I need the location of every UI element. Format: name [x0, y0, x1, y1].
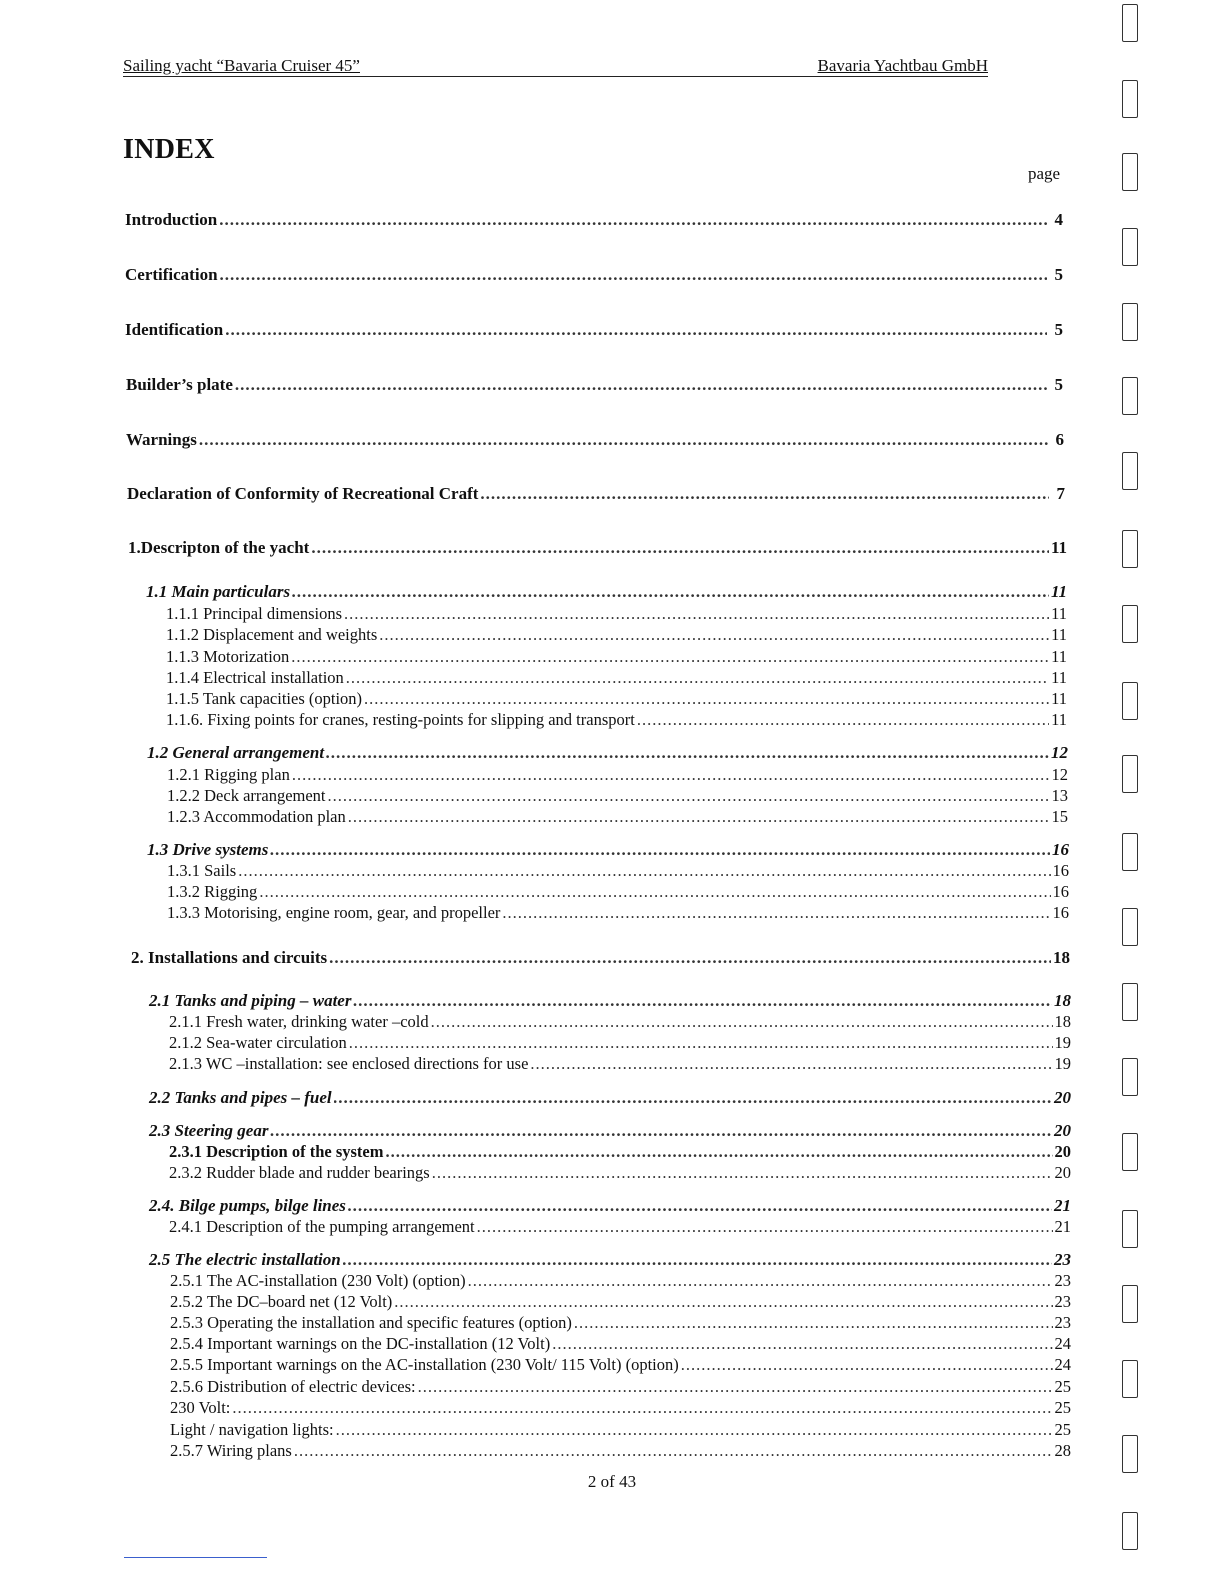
- toc-entry-title: 2. Installations and circuits: [131, 948, 328, 967]
- toc-leader: [292, 765, 1050, 785]
- toc-entry-title: 1.2 General arrangement: [147, 743, 325, 762]
- page-number: 2 of 43: [587, 1472, 637, 1491]
- toc-leader: [364, 689, 1049, 709]
- toc-entry: [169, 1163, 1071, 1183]
- toc-entry-page: 24: [1054, 1355, 1071, 1374]
- toc-entry: [167, 903, 1069, 923]
- toc-leader: [334, 1088, 1052, 1108]
- toc-entry: [166, 604, 1067, 624]
- toc-entry-title: 1.1.6. Fixing points for cranes, resting-points for slipping and transport: [166, 710, 635, 729]
- toc-entry-page: 23: [1054, 1292, 1071, 1311]
- toc-leader: [480, 484, 1049, 504]
- toc-entry-title: Builder’s plate: [126, 375, 233, 394]
- toc-leader: [348, 807, 1050, 827]
- toc-entry-page: 12: [1051, 765, 1068, 784]
- toc-leader: [349, 1033, 1053, 1053]
- toc-entry-page: 11: [1051, 689, 1067, 708]
- toc-entry-title: 2.3.2 Rudder blade and rudder bearings: [169, 1163, 430, 1182]
- toc-entry-title: 1.1.2 Displacement and weights: [166, 625, 378, 644]
- toc-entry-page: 16: [1052, 840, 1069, 859]
- toc-entry-page: 16: [1052, 861, 1069, 880]
- toc-leader: [418, 1377, 1053, 1397]
- toc-entry-title: 1.3.1 Sails: [167, 861, 237, 880]
- binder-hole: [1122, 755, 1138, 793]
- toc-leader: [329, 948, 1051, 968]
- toc-leader: [477, 1217, 1053, 1237]
- toc-entry: [127, 484, 1065, 504]
- toc-entry-title: 2.5.6 Distribution of electric devices:: [170, 1377, 416, 1396]
- toc-entry-title: Declaration of Conformity of Recreational Craft: [127, 484, 479, 503]
- binder-hole: [1122, 1058, 1138, 1096]
- toc-entry-page: 11: [1051, 604, 1067, 623]
- footnote-rule: [124, 1557, 267, 1558]
- toc-leader: [220, 265, 1047, 285]
- toc-entry: [166, 625, 1067, 645]
- toc-entry: [131, 948, 1070, 968]
- toc-leader: [292, 582, 1049, 602]
- toc-leader: [219, 210, 1047, 230]
- toc-entry-page: 11: [1051, 668, 1067, 687]
- toc-leader: [336, 1420, 1053, 1440]
- toc-entry-page: 28: [1054, 1441, 1071, 1460]
- toc-entry-title: Certification: [125, 265, 218, 284]
- binder-hole: [1122, 1285, 1138, 1323]
- toc-entry: [169, 1054, 1071, 1074]
- binder-hole: [1122, 682, 1138, 720]
- toc-entry: [166, 668, 1067, 688]
- toc-entry-page: 6: [1055, 430, 1064, 449]
- toc-leader: [225, 320, 1047, 340]
- toc-entry: [128, 538, 1067, 558]
- toc-entry-page: 20: [1054, 1142, 1071, 1161]
- toc-entry-title: 1.3.2 Rigging: [167, 882, 258, 901]
- toc-entry: [169, 1142, 1071, 1162]
- toc-entry-title: 2.5.4 Important warnings on the DC-installation (12 Volt): [170, 1334, 551, 1353]
- toc-entry-page: 21: [1054, 1196, 1071, 1215]
- toc-entry: [166, 647, 1067, 667]
- toc-entry-title: 2.5.3 Operating the installation and specific features (option): [170, 1313, 572, 1332]
- toc-entry-title: 2.4. Bilge pumps, bilge lines: [149, 1196, 346, 1215]
- toc-entry-title: Introduction: [125, 210, 218, 229]
- toc-leader: [346, 668, 1049, 688]
- toc-entry-page: 23: [1054, 1250, 1071, 1269]
- toc-entry-title: 1.1.4 Electrical installation: [166, 668, 344, 687]
- toc-entry-page: 18: [1053, 948, 1070, 967]
- toc-entry: [146, 582, 1067, 602]
- toc-entry: [170, 1334, 1071, 1354]
- toc-leader: [637, 710, 1049, 730]
- toc-entry-title: 1.Descripton of the yacht: [128, 538, 310, 557]
- binder-hole: [1122, 452, 1138, 490]
- toc-entry: [170, 1292, 1071, 1312]
- toc-leader: [552, 1334, 1052, 1354]
- binder-hole: [1122, 80, 1138, 118]
- toc-leader: [353, 991, 1052, 1011]
- toc-entry: [169, 1033, 1071, 1053]
- toc-entry: [125, 265, 1063, 285]
- toc-leader: [270, 1121, 1052, 1141]
- toc-leader: [259, 882, 1050, 902]
- toc-entry: [149, 1088, 1071, 1108]
- header-right: Bavaria Yachtbau GmbH: [817, 56, 988, 75]
- toc-entry-page: 20: [1054, 1121, 1071, 1140]
- toc-entry-page: 16: [1052, 903, 1069, 922]
- toc-entry-title: 2.1.3 WC –installation: see enclosed directions for use: [169, 1054, 529, 1073]
- toc-entry: [149, 991, 1071, 1011]
- toc-entry-title: 2.3 Steering gear: [149, 1121, 269, 1140]
- binder-hole: [1122, 530, 1138, 568]
- toc-entry: [125, 320, 1063, 340]
- running-header: [123, 56, 988, 77]
- toc-entry-page: 11: [1050, 582, 1067, 601]
- toc-entry-title: 2.4.1 Description of the pumping arrangement: [169, 1217, 475, 1236]
- binder-hole: [1122, 1133, 1138, 1171]
- toc-leader: [348, 1196, 1052, 1216]
- toc-entry-page: 13: [1051, 786, 1068, 805]
- binder-hole: [1122, 833, 1138, 871]
- toc-entry: [167, 807, 1068, 827]
- toc-entry: [167, 765, 1068, 785]
- toc-entry-title: 1.1.1 Principal dimensions: [166, 604, 342, 623]
- toc-entry-title: 2.5.7 Wiring plans: [170, 1441, 292, 1460]
- toc-entry-page: 25: [1054, 1377, 1071, 1396]
- toc-entry-page: 19: [1054, 1054, 1071, 1073]
- toc-leader: [394, 1292, 1052, 1312]
- toc-entry-title: 2.2 Tanks and pipes – fuel: [149, 1088, 332, 1107]
- toc-entry: [170, 1271, 1071, 1291]
- header-left: Sailing yacht “Bavaria Cruiser 45”: [123, 56, 360, 75]
- toc-entry: [147, 743, 1068, 763]
- binder-hole: [1122, 605, 1138, 643]
- toc-leader: [328, 786, 1050, 806]
- toc-entry-page: 5: [1054, 265, 1063, 284]
- toc-entry: [170, 1420, 1071, 1440]
- binder-hole: [1122, 4, 1138, 42]
- toc-leader: [270, 840, 1050, 860]
- toc-entry-page: 7: [1056, 484, 1065, 503]
- binder-hole: [1122, 153, 1138, 191]
- toc-entry-page: 25: [1054, 1420, 1071, 1439]
- toc-entry-title: 1.1 Main particulars: [146, 582, 291, 601]
- toc-entry-page: 16: [1052, 882, 1069, 901]
- toc-entry: [167, 786, 1068, 806]
- toc-entry: [125, 210, 1063, 230]
- toc-entry-title: 230 Volt:: [170, 1398, 231, 1417]
- toc-entry-page: 25: [1054, 1398, 1071, 1417]
- toc-entry-title: 2.3.1 Description of the system: [169, 1142, 384, 1161]
- toc-entry: [126, 430, 1064, 450]
- toc-leader: [432, 1163, 1053, 1183]
- toc-entry-title: 2.5 The electric installation: [149, 1250, 341, 1269]
- toc-entry: [167, 861, 1069, 881]
- toc-entry-title: Warnings: [126, 430, 197, 449]
- toc-entry-page: 12: [1051, 743, 1068, 762]
- toc-leader: [235, 375, 1047, 395]
- toc-entry-page: 5: [1054, 375, 1063, 394]
- toc-entry-page: 23: [1054, 1313, 1071, 1332]
- toc-entry-title: 2.1.2 Sea-water circulation: [169, 1033, 347, 1052]
- toc-entry-page: 23: [1054, 1271, 1071, 1290]
- toc-leader: [343, 1250, 1052, 1270]
- binder-holes: [1116, 0, 1156, 1584]
- toc-entry-title: 1.2.3 Accommodation plan: [167, 807, 346, 826]
- binder-hole: [1122, 1435, 1138, 1473]
- binder-hole: [1122, 303, 1138, 341]
- binder-hole: [1122, 908, 1138, 946]
- toc-leader: [431, 1012, 1053, 1032]
- toc-entry-title: 1.2.1 Rigging plan: [167, 765, 290, 784]
- toc-entry-page: 15: [1051, 807, 1068, 826]
- toc-leader: [311, 538, 1049, 558]
- toc-entry-page: 20: [1054, 1088, 1071, 1107]
- toc-entry-title: 2.5.2 The DC–board net (12 Volt): [170, 1292, 393, 1311]
- toc-entry: [126, 375, 1063, 395]
- toc-entry-title: 2.1 Tanks and piping – water: [149, 991, 352, 1010]
- toc-entry-title: 1.2.2 Deck arrangement: [167, 786, 326, 805]
- toc-entry-page: 11: [1050, 538, 1067, 557]
- toc-entry-page: 18: [1054, 991, 1071, 1010]
- toc-entry-title: 1.1.5 Tank capacities (option): [166, 689, 363, 708]
- toc-leader: [502, 903, 1050, 923]
- toc-entry: [170, 1398, 1071, 1418]
- toc-leader: [344, 604, 1049, 624]
- toc-leader: [291, 647, 1049, 667]
- binder-hole: [1122, 1360, 1138, 1398]
- toc-entry: [170, 1313, 1071, 1333]
- toc-entry-title: 2.5.5 Important warnings on the AC-installation (230 Volt/ 115 Volt) (option): [170, 1355, 679, 1374]
- toc-leader: [294, 1441, 1053, 1461]
- toc-entry-title: Identification: [125, 320, 224, 339]
- toc-entry: [166, 689, 1067, 709]
- toc-entry-title: 1.1.3 Motorization: [166, 647, 290, 666]
- toc-entry-title: Light / navigation lights:: [170, 1420, 334, 1439]
- binder-hole: [1122, 228, 1138, 266]
- binder-hole: [1122, 1512, 1138, 1550]
- toc-leader: [238, 861, 1050, 881]
- toc-entry-page: 20: [1054, 1163, 1071, 1182]
- toc-entry: [169, 1217, 1071, 1237]
- binder-hole: [1122, 377, 1138, 415]
- toc-entry: [170, 1377, 1071, 1397]
- toc-entry: [149, 1196, 1071, 1216]
- toc-entry-title: 2.5.1 The AC-installation (230 Volt) (option): [170, 1271, 466, 1290]
- toc-leader: [232, 1398, 1052, 1418]
- toc-entry: [169, 1012, 1071, 1032]
- toc-entry-page: 19: [1054, 1033, 1071, 1052]
- toc-entry: [170, 1355, 1071, 1375]
- toc-entry: [167, 882, 1069, 902]
- toc-entry: [147, 840, 1069, 860]
- toc-entry: [166, 710, 1067, 730]
- toc-entry: [170, 1441, 1071, 1461]
- toc-entry-page: 11: [1051, 647, 1067, 666]
- toc-leader: [385, 1142, 1052, 1162]
- toc-entry: [149, 1250, 1071, 1270]
- toc-entry-page: 5: [1054, 320, 1063, 339]
- binder-hole: [1122, 983, 1138, 1021]
- toc-entry-page: 11: [1051, 710, 1067, 729]
- toc-entry-title: 1.3.3 Motorising, engine room, gear, and propeller: [167, 903, 501, 922]
- binder-hole: [1122, 1210, 1138, 1248]
- toc-leader: [468, 1271, 1053, 1291]
- toc-entry-page: 11: [1051, 625, 1067, 644]
- toc-leader: [326, 743, 1049, 763]
- page-column-label: page: [1028, 164, 1061, 183]
- toc-leader: [574, 1313, 1053, 1333]
- toc-leader: [681, 1355, 1053, 1375]
- toc-entry-title: 1.3 Drive systems: [147, 840, 269, 859]
- toc-entry: [149, 1121, 1071, 1141]
- toc-entry-page: 21: [1054, 1217, 1071, 1236]
- toc-leader: [379, 625, 1049, 645]
- page-title: INDEX: [123, 134, 215, 165]
- toc-entry-page: 18: [1054, 1012, 1071, 1031]
- toc-entry-title: 2.1.1 Fresh water, drinking water –cold: [169, 1012, 429, 1031]
- toc-entry-page: 24: [1054, 1334, 1071, 1353]
- toc-entry-page: 4: [1054, 210, 1063, 229]
- toc-leader: [199, 430, 1048, 450]
- toc-leader: [530, 1054, 1052, 1074]
